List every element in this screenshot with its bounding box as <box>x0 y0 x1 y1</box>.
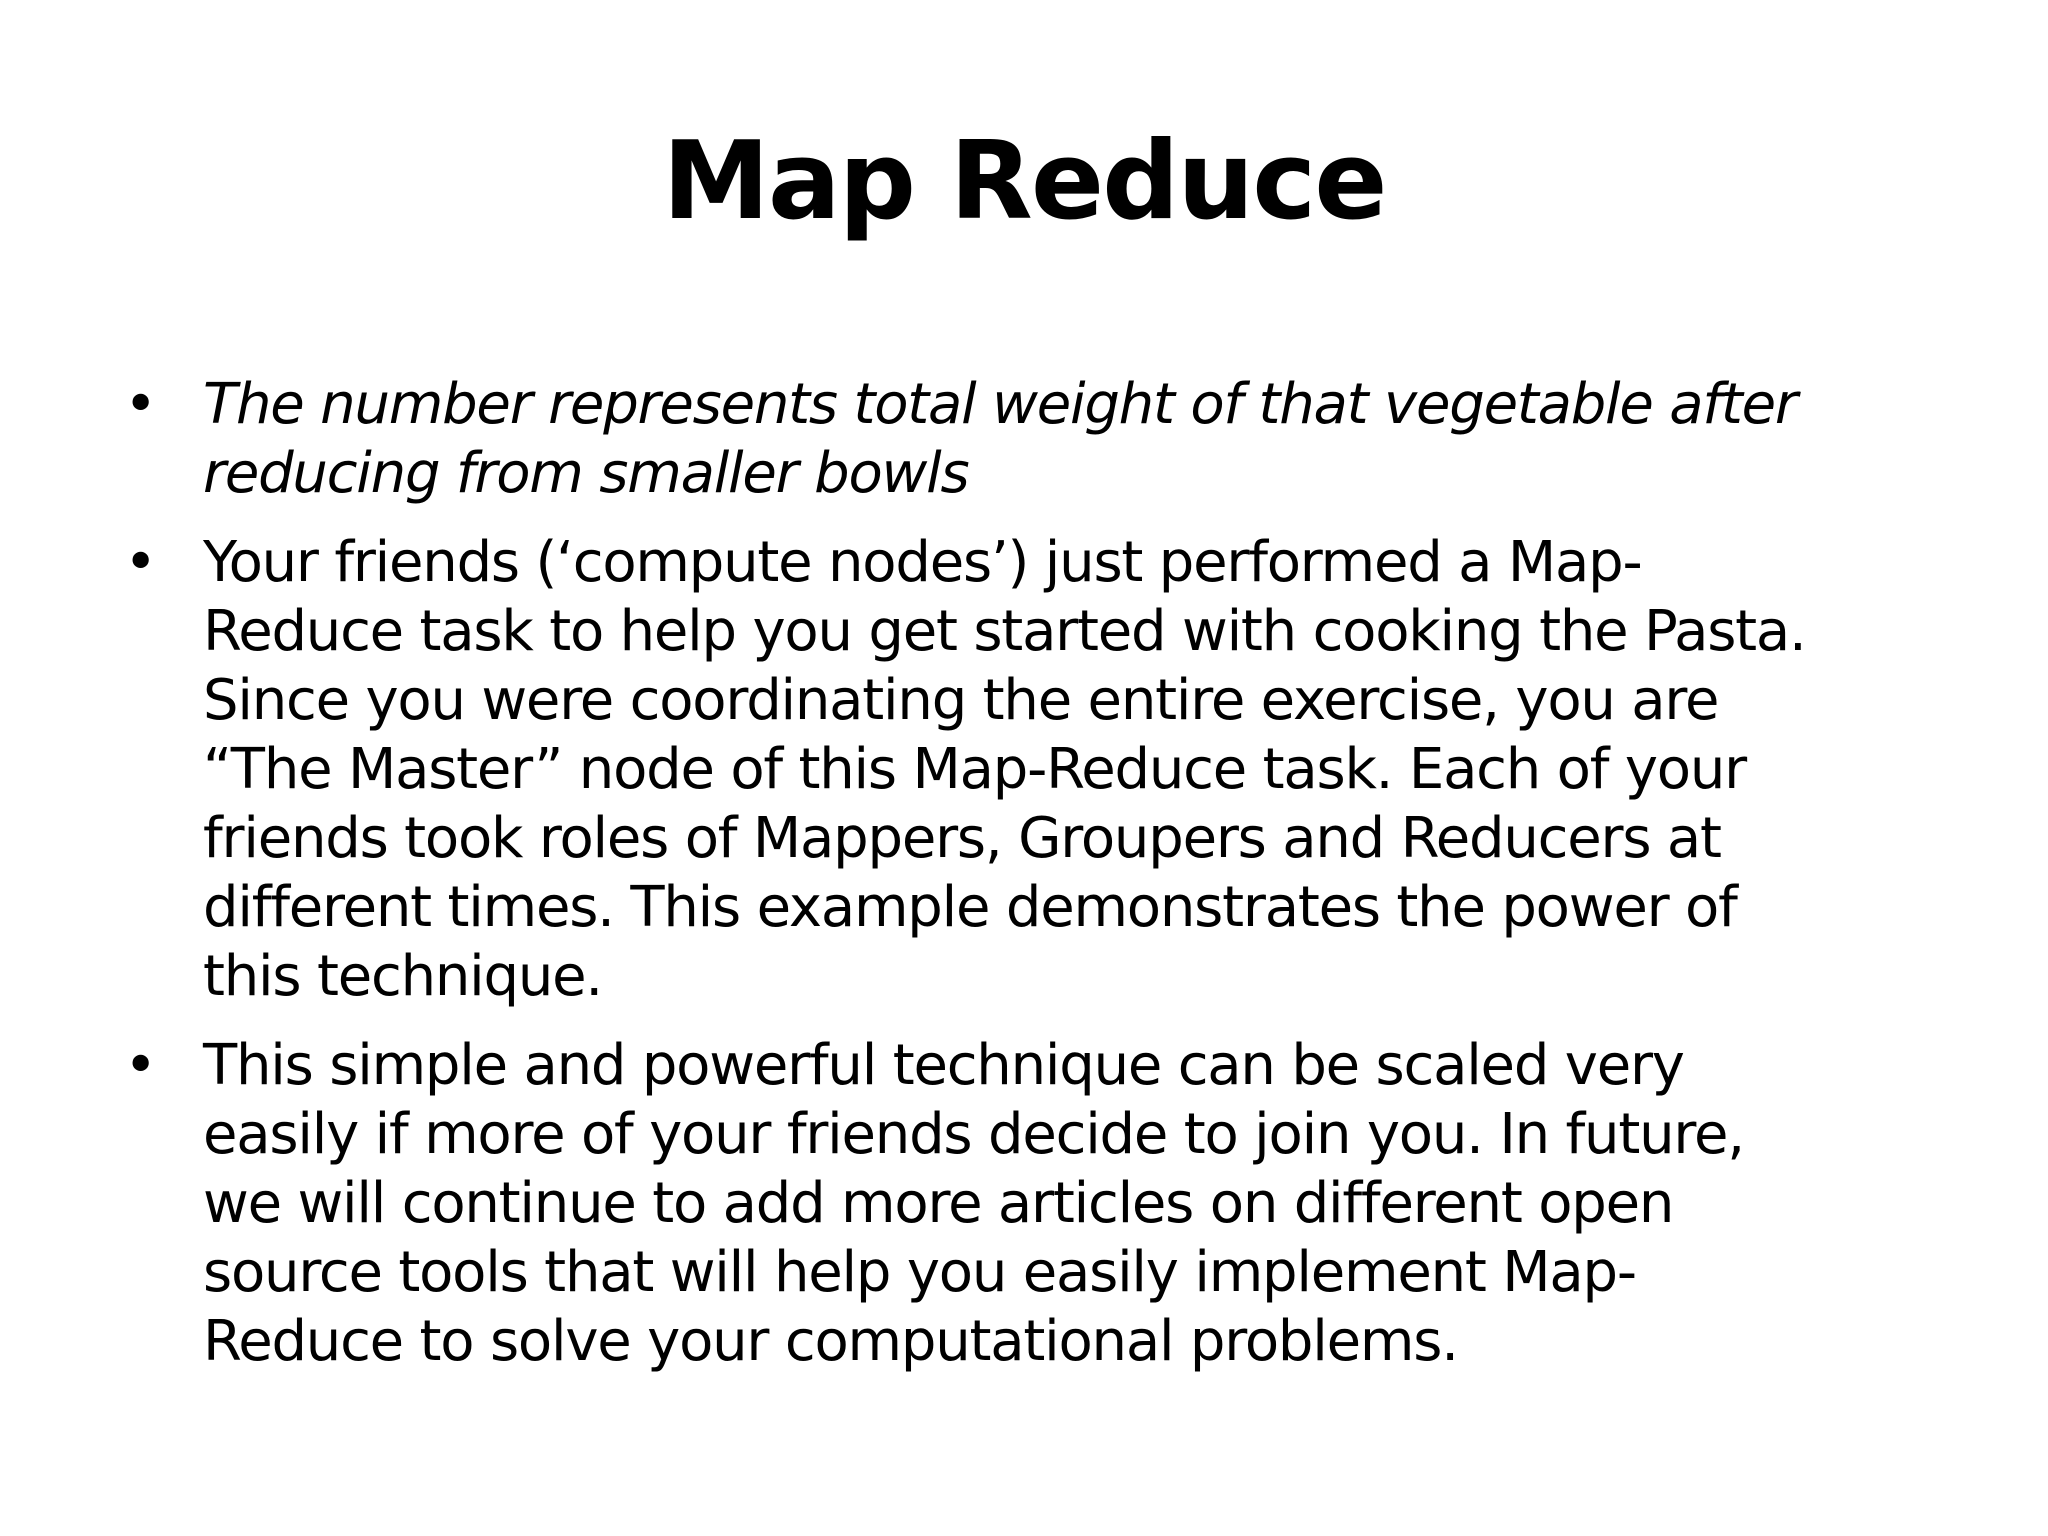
bullet-line: The number represents total weight of that vegetable after <box>203 372 1797 437</box>
bullet-line: this technique. <box>203 944 603 1009</box>
bullet-item-1 <box>120 370 1950 508</box>
bullet-line: source tools that will help you easily implement Map- <box>203 1240 1636 1305</box>
bullet-line: Reduce to solve your computational problems. <box>203 1309 1458 1374</box>
bullet-line: Your friends (‘compute nodes’) just performed a Map- <box>203 530 1642 595</box>
bullet-line: reducing from smaller bowls <box>203 441 969 506</box>
bullet-line: Since you were coordinating the entire exercise, you are <box>203 668 1719 733</box>
bullet-text <box>203 370 1950 508</box>
bullet-line: different times. This example demonstrates the power of <box>203 875 1737 940</box>
bullet-list <box>120 370 1950 1396</box>
bullet-icon: • <box>124 1033 156 1098</box>
bullet-icon: • <box>124 530 156 595</box>
bullet-icon: • <box>124 372 156 437</box>
bullet-line: This simple and powerful technique can be scaled very <box>203 1033 1684 1098</box>
bullet-line: Reduce task to help you get started with cooking the Pasta. <box>203 599 1806 664</box>
bullet-line: friends took roles of Mappers, Groupers and Reducers at <box>203 806 1721 871</box>
bullet-line: easily if more of your friends decide to join you. In future, <box>203 1102 1744 1167</box>
bullet-item-2 <box>120 528 1950 1011</box>
bullet-line: “The Master” node of this Map-Reduce task. Each of your <box>203 737 1746 802</box>
bullet-text <box>203 528 1950 1011</box>
bullet-line: we will continue to add more articles on different open <box>203 1171 1674 1236</box>
bullet-item-3 <box>120 1031 1950 1376</box>
slide-title: Map Reduce <box>662 119 1386 244</box>
bullet-text <box>203 1031 1950 1376</box>
